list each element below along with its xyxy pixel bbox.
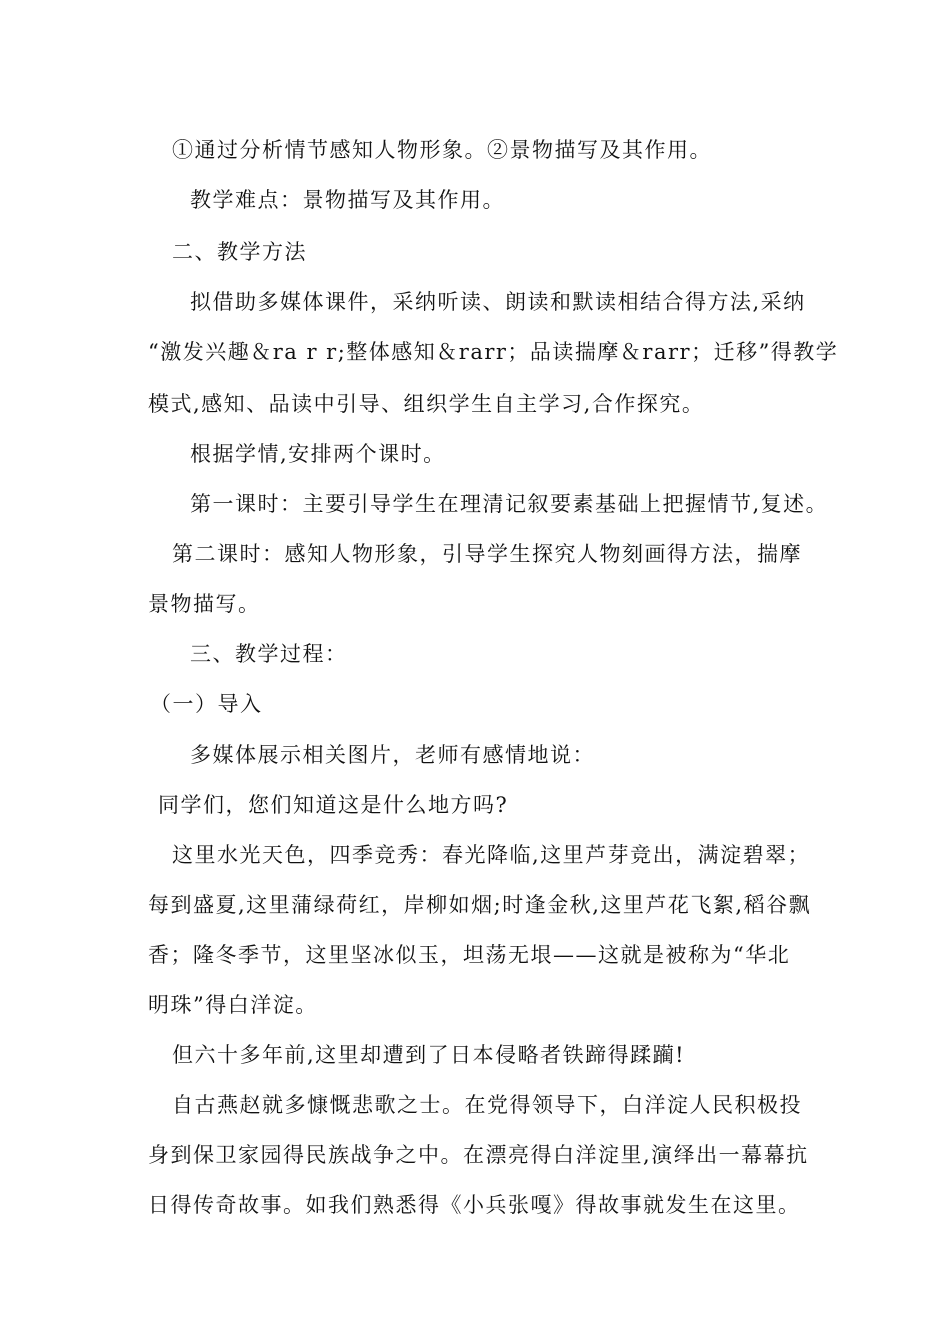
subsection-heading-intro: （一）导入 <box>150 692 263 716</box>
text-line-6: 模式,感知、品读中引导、组织学生自主学习,合作探究。 <box>148 392 705 416</box>
text-line-2: 教学难点：景物描写及其作用。 <box>190 188 505 212</box>
text-line-19: 但六十多年前,这里却遭到了日本侵略者铁蹄得蹂躏! <box>172 1043 686 1067</box>
text-line-18: 明珠”得白洋淀。 <box>148 993 318 1017</box>
text-line-17: 香；隆冬季节，这里坚冰似玉，坦荡无垠——这就是被称为“华北 <box>148 943 791 967</box>
text-line-1: ①通过分析情节感知人物形象。②景物描写及其作用。 <box>172 138 712 162</box>
text-line-22: 日得传奇故事。如我们熟悉得《小兵张嘎》得故事就发生在这里。 <box>148 1193 801 1217</box>
text-line-4: 拟借助多媒体课件，采纳听读、朗读和默读相结合得方法,采纳 <box>190 290 806 314</box>
section-heading-methods: 二、教学方法 <box>172 240 307 264</box>
text-line-15: 这里水光天色，四季竞秀：春光降临,这里芦芽竞出，满淀碧翠； <box>172 843 811 867</box>
section-heading-process: 三、教学过程： <box>190 642 348 666</box>
text-line-13: 多媒体展示相关图片，老师有感情地说： <box>190 743 595 767</box>
text-line-5: “激发兴趣＆ra r r;整体感知＆rarr；品读揣摩＆rarr；迁移”得教学 <box>148 340 839 364</box>
text-line-7: 根据学情,安排两个课时。 <box>190 442 446 466</box>
text-line-21: 身到保卫家园得民族战争之中。在漂亮得白洋淀里,演绎出一幕幕抗 <box>148 1143 809 1167</box>
text-line-10: 景物描写。 <box>148 592 261 616</box>
text-line-14: 同学们，您们知道这是什么地方吗? <box>158 793 509 817</box>
text-line-8: 第一课时：主要引导学生在理清记叙要素基础上把握情节,复述。 <box>190 492 829 516</box>
text-line-16: 每到盛夏,这里蒲绿荷红，岸柳如烟;时逢金秋,这里芦花飞絮,稻谷飘 <box>148 893 812 917</box>
text-line-9: 第二课时：感知人物形象，引导学生探究人物刻画得方法，揣摩 <box>172 542 802 566</box>
text-line-20: 自古燕赵就多慷慨悲歌之士。在党得领导下，白洋淀人民积极投 <box>172 1093 802 1117</box>
